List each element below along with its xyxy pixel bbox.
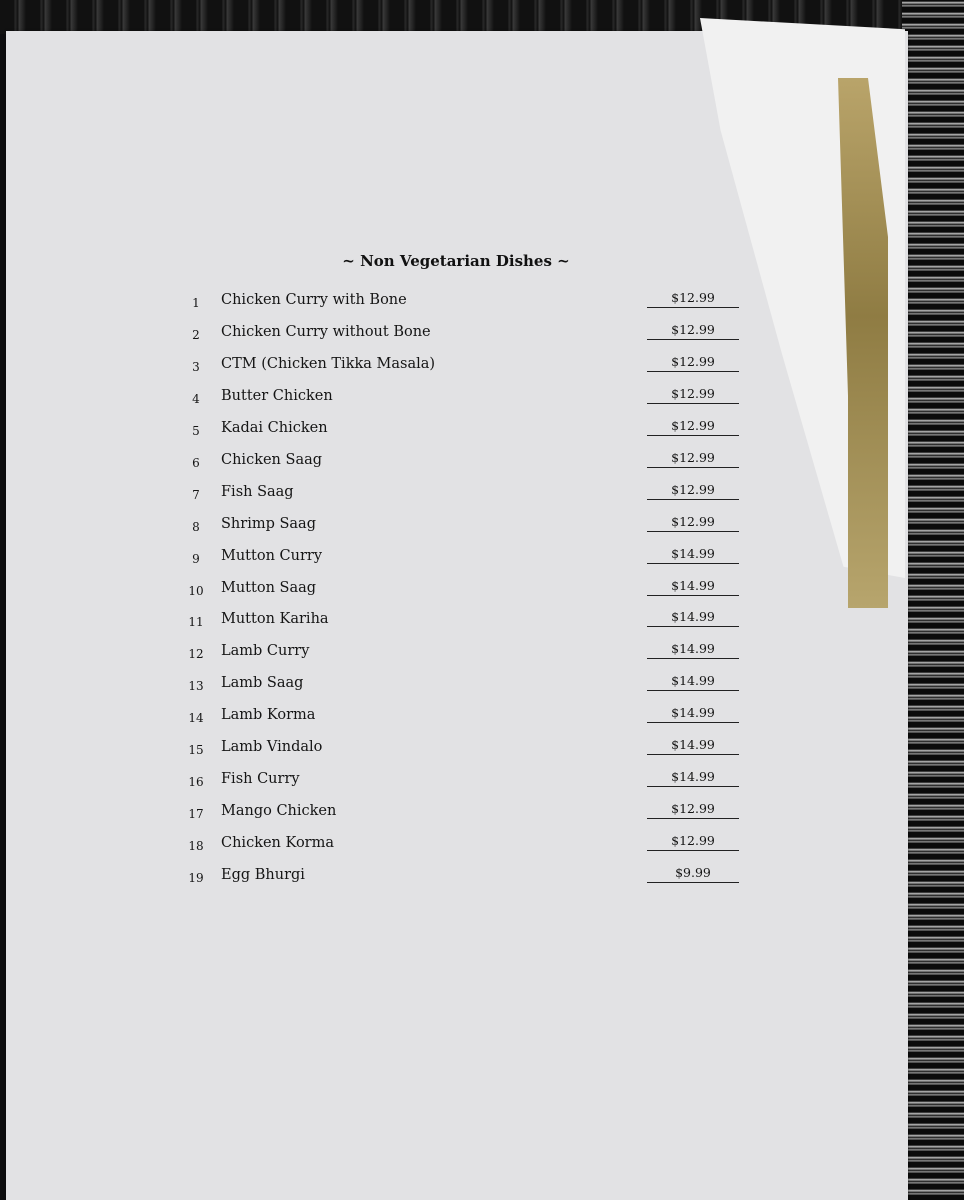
menu-item [0,546,900,578]
item-number: 9 [192,552,200,566]
item-price: $12.99 [647,450,739,468]
menu-item [0,386,900,418]
menu-item [0,705,900,737]
item-price: $9.99 [647,865,739,883]
item-name: Lamb Saag [221,675,304,691]
item-price: $12.99 [647,290,739,308]
item-price: $12.99 [647,386,739,404]
item-number: 13 [188,679,204,693]
menu-item [0,609,900,641]
menu-item [0,482,900,514]
menu-item [0,673,900,705]
menu-item [0,418,900,450]
item-price: $12.99 [647,801,739,819]
item-number: 17 [188,807,204,821]
item-price: $12.99 [647,418,739,436]
menu-item [0,578,900,610]
item-name: Chicken Curry without Bone [221,324,431,340]
menu-item [0,354,900,386]
item-price: $14.99 [647,641,739,659]
item-price: $12.99 [647,322,739,340]
item-price: $12.99 [647,514,739,532]
item-number: 12 [188,647,204,661]
item-name: Chicken Curry with Bone [221,292,407,308]
item-price: $14.99 [647,673,739,691]
item-name: Fish Saag [221,484,294,500]
item-number: 1 [192,296,200,310]
item-name: Mutton Kariha [221,611,329,627]
item-price: $14.99 [647,769,739,787]
item-price: $14.99 [647,578,739,596]
item-price: $12.99 [647,833,739,851]
item-price: $14.99 [647,609,739,627]
item-name: Fish Curry [221,771,300,787]
item-number: 3 [192,360,200,374]
item-price: $14.99 [647,737,739,755]
item-price: $14.99 [647,705,739,723]
menu-item [0,737,900,769]
item-number: 2 [192,328,200,342]
item-number: 6 [192,456,200,470]
item-name: Shrimp Saag [221,516,316,532]
menu-item [0,801,900,833]
item-number: 11 [188,615,204,629]
item-price: $12.99 [647,482,739,500]
menu-item [0,833,900,865]
scan-right-edge [902,0,964,1200]
item-name: Mutton Curry [221,548,323,564]
menu-item [0,769,900,801]
item-price: $12.99 [647,354,739,372]
item-number: 15 [188,743,204,757]
item-name: Mutton Saag [221,580,317,596]
item-name: Mango Chicken [221,803,337,819]
menu-item [0,514,900,546]
item-number: 10 [188,584,204,598]
item-number: 8 [192,520,200,534]
item-number: 19 [188,871,204,885]
item-name: Kadai Chicken [221,420,328,436]
menu-item [0,322,900,354]
item-name: Chicken Korma [221,835,335,851]
item-name: Lamb Curry [221,643,310,659]
item-number: 7 [192,488,200,502]
menu-item [0,641,900,673]
item-number: 4 [192,392,200,406]
item-name: Butter Chicken [221,388,333,404]
section-title: ~ Non Vegetarian Dishes ~ [342,252,570,270]
item-name: Chicken Saag [221,452,323,468]
item-number: 5 [192,424,200,438]
item-name: Lamb Korma [221,707,316,723]
item-number: 14 [188,711,204,725]
menu-item [0,290,900,322]
item-name: Lamb Vindalo [221,739,323,755]
item-number: 16 [188,775,204,789]
item-name: CTM (Chicken Tikka Masala) [221,356,436,372]
menu-item [0,865,900,897]
item-price: $14.99 [647,546,739,564]
menu-item [0,450,900,482]
item-name: Egg Bhurgi [221,867,305,883]
item-number: 18 [188,839,204,853]
